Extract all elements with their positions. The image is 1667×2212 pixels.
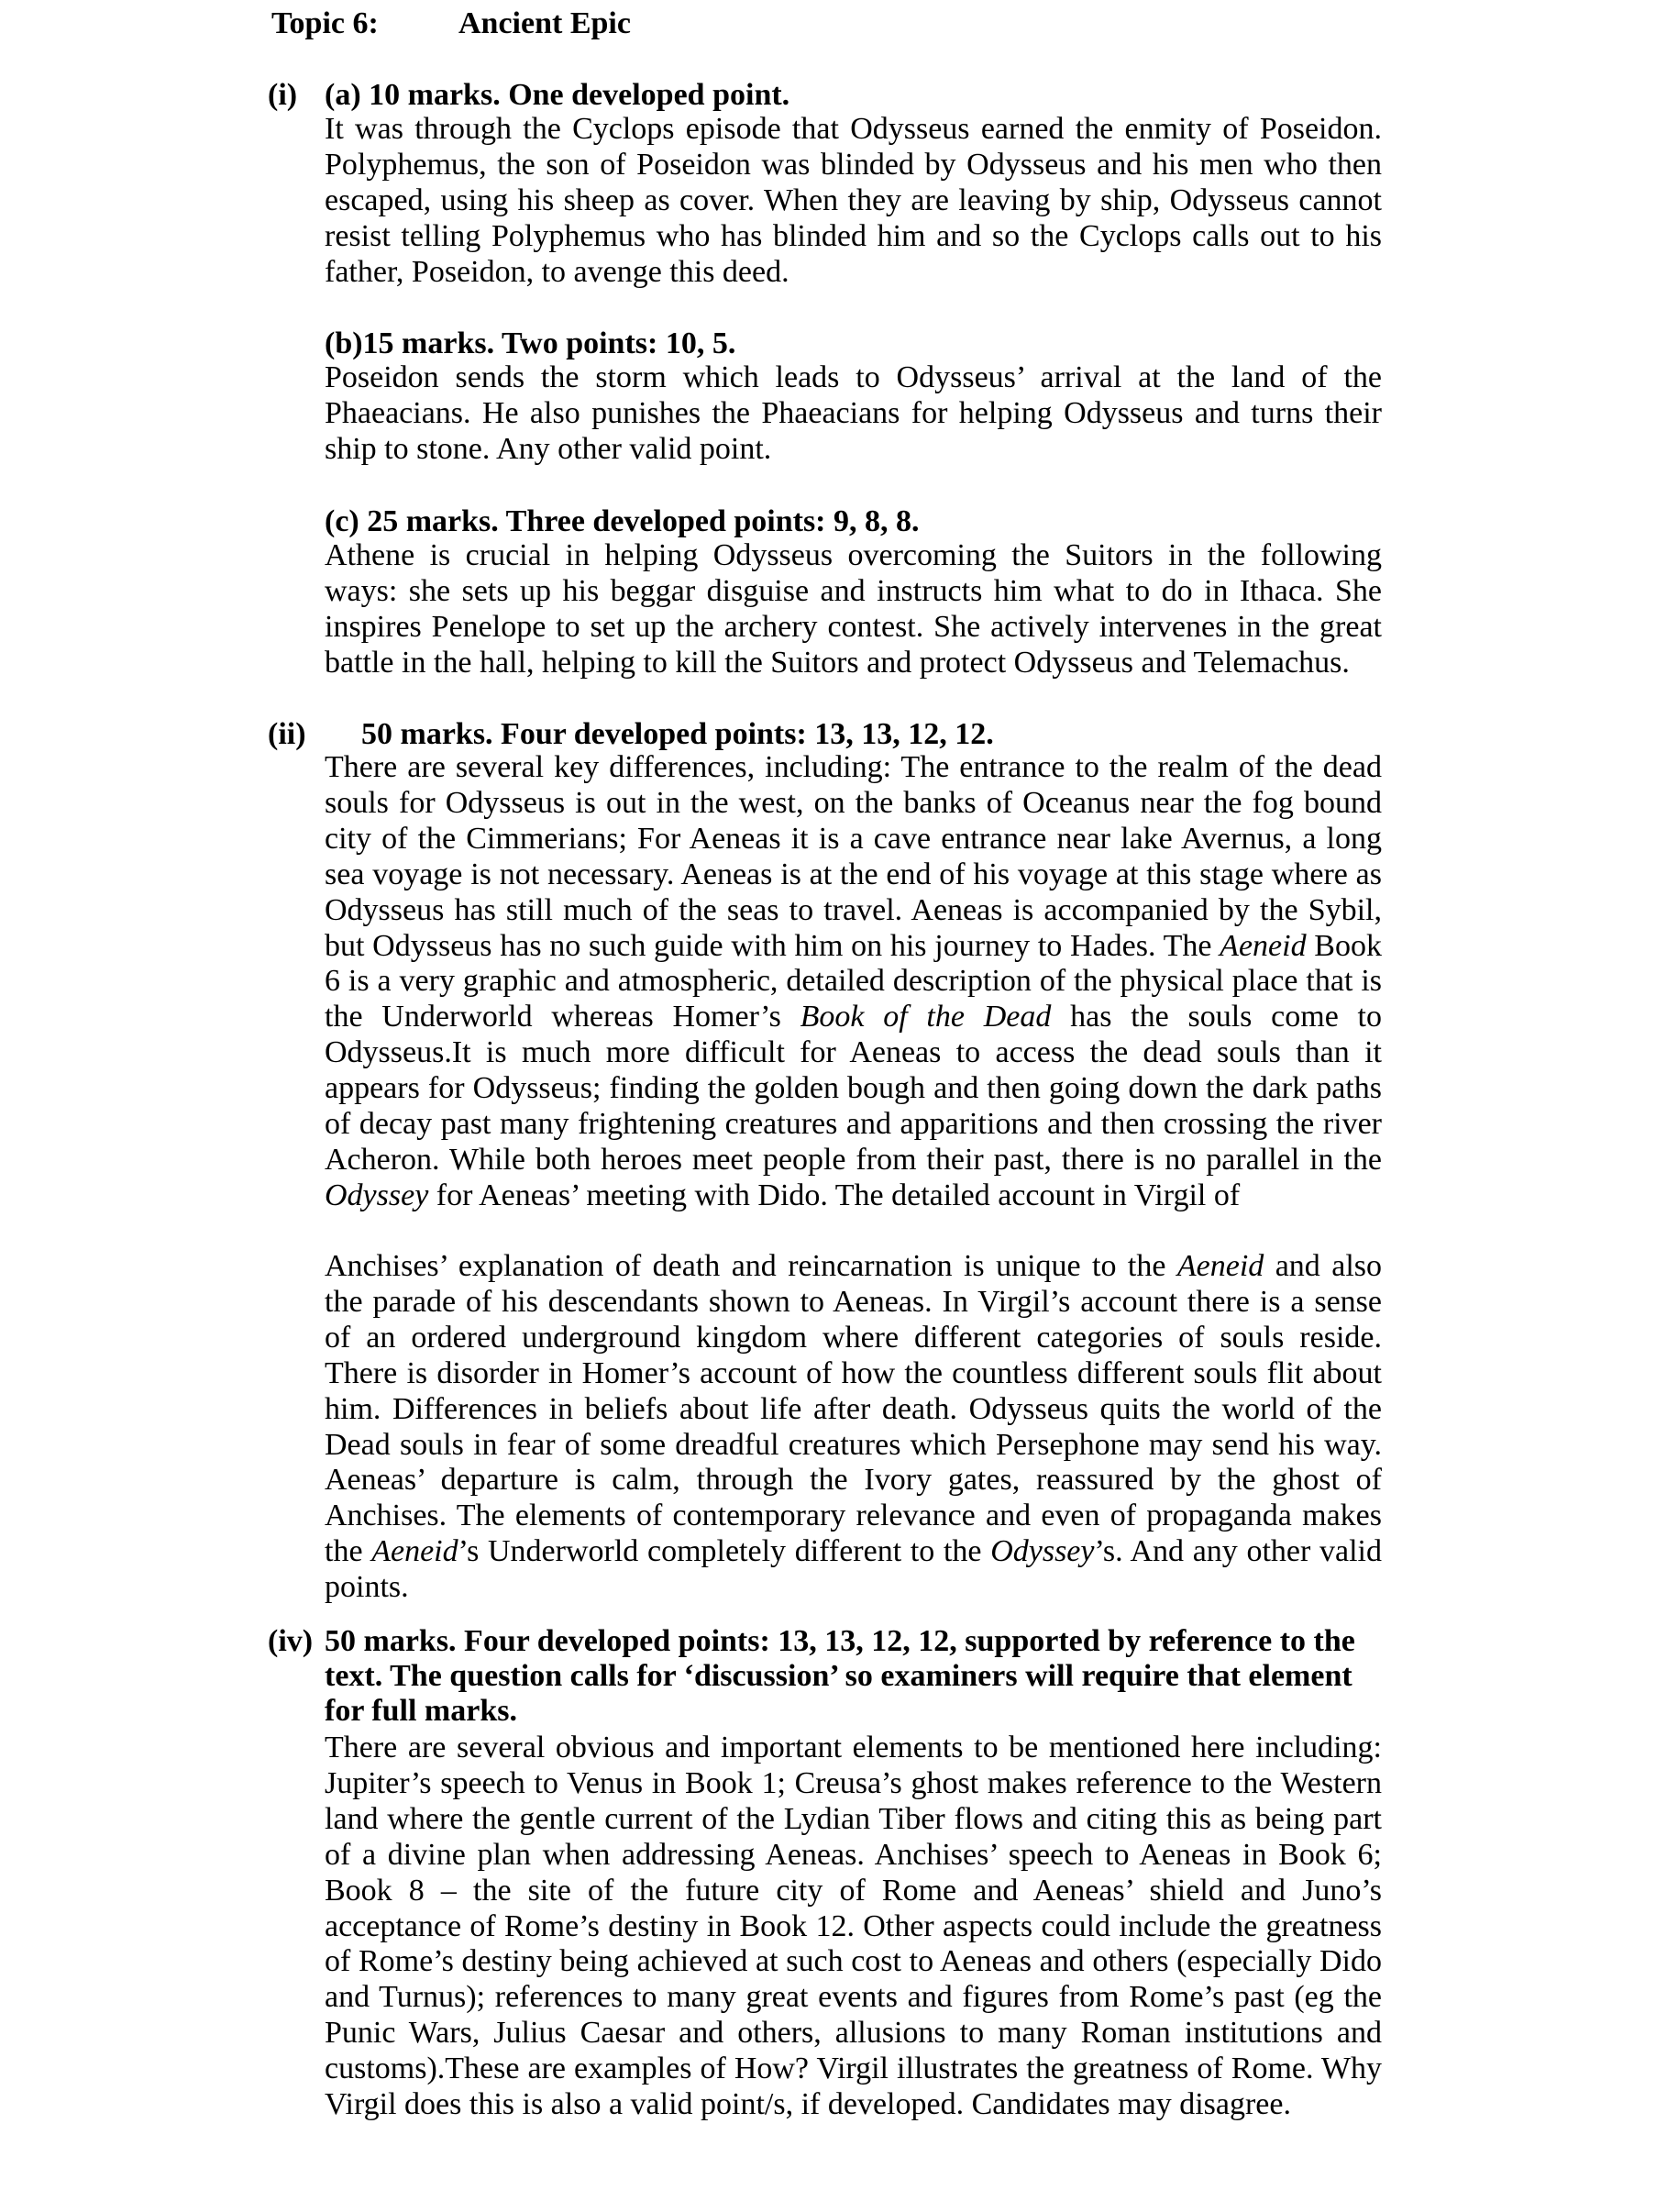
answer-text: Anchises’ explanation of death and reincarnation is unique to the bbox=[325, 1249, 1177, 1283]
answer-text: for Aeneas’ meeting with Dido. The detailed account in Virgil of bbox=[428, 1178, 1241, 1212]
question-i-c-heading: (c) 25 marks. Three developed points: 9, 8, 8. bbox=[325, 504, 920, 538]
question-iv-heading: 50 marks. Four developed points: 13, 13, 12, 12, supported by reference to the text. The question calls for ‘discussion’ so examiners will require that element for full marks. bbox=[325, 1624, 1355, 1728]
question-ii-marker: (ii) bbox=[268, 717, 306, 751]
work-title-odyssey: Odyssey bbox=[325, 1178, 429, 1212]
question-i-b-answer: Poseidon sends the storm which leads to Odysseus’ arrival at the land of the Phaeacians. He also punishes the Phaeacians for helping Odysseus and turns their ship to stone. Any other valid point. bbox=[325, 360, 1382, 466]
answer-text: ’s Underworld completely different to the bbox=[458, 1534, 991, 1569]
question-i-c-answer: Athene is crucial in helping Odysseus overcoming the Suitors in the following ways: she sets up his beggar disguise and instructs him what to do in Ithaca. She inspires Penelope to set up the archery contest. She actively intervenes in the great battle in the hall, helping to kill the Suitors and protect Odysseus and Telemachus. bbox=[325, 538, 1382, 680]
answer-text: There are several key differences, including: The entrance to the realm of the dead souls for Odysseus is out in the west, on the banks of Oceanus near the fog bound city of the Cimmerians; For Aeneas it is a cave entrance near lake Avernus, a long sea voyage is not necessary. Aeneas is at the end of his voyage at this stage where as Odysseus has still much of the seas to travel. Aeneas is accompanied by the Sybil, but Odysseus has no such guide with him on his journey to Hades. The bbox=[325, 750, 1382, 963]
work-title-odyssey: Odyssey bbox=[990, 1534, 1095, 1569]
question-iv-marker: (iv) bbox=[268, 1624, 314, 1658]
answer-text: Book 6 is a very graphic and atmospheric, detailed description of the physical place that is the Underworld whereas Homer’s bbox=[325, 928, 1382, 1034]
question-i-b-heading: (b)15 marks. Two points: 10, 5. bbox=[325, 326, 736, 360]
question-iv-answer: There are several obvious and important elements to be mentioned here including: Jupiter’s speech to Venus in Book 1; Creusa’s ghost makes reference to the Western land where the gentle current of the Lydian Tiber flows and citing this as being part of a divine plan when addressing Aeneas. Anchises’ speech to Aeneas in Book 6; Book 8 – the site of the future city of Rome and Aeneas’ shield and Juno’s acceptance of Rome’s destiny in Book 12. Other aspects could include the greatness of Rome’s destiny being achieved at such cost to Aeneas and others (especially Dido and Turnus); references to many great events and figures from Rome’s past (eg the Punic Wars, Julius Caesar and others, allusions to many Roman institutions and customs).These are examples of How? Virgil illustrates the greatness of Rome. Why Virgil does this is also a valid point/s, if developed. Candidates may disagree. bbox=[325, 1731, 1382, 2122]
answer-text: has the souls come to Odysseus.It is much more difficult for Aeneas to access the dead souls than it appears for Odysseus; finding the golden bough and then going down the dark paths of decay past many frightening creatures and apparitions and then crossing the river Acheron. While both heroes meet people from their past, there is no parallel in the bbox=[325, 1000, 1382, 1177]
answer-text: ’s. And any other valid points. bbox=[325, 1534, 1383, 1605]
work-title-aeneid: Aeneid bbox=[371, 1534, 458, 1569]
question-ii-heading: 50 marks. Four developed points: 13, 13, 12, 12. bbox=[361, 717, 994, 751]
work-title-aeneid: Aeneid bbox=[1176, 1249, 1264, 1283]
answer-text: and also the parade of his descendants shown to Aeneas. In Virgil’s account there is a sense of an ordered underground kingdom where different categories of souls reside. There is disorder in Homer’s account of how the countless different souls flit about him. Differences in beliefs about life after death. Odysseus quits the world of the Dead souls in fear of some dreadful creatures which Persephone may send his way. Aeneas’ departure is calm, through the Ivory gates, reassured by the ghost of Anchises. The elements of contemporary relevance and even of propaganda makes the bbox=[325, 1249, 1383, 1569]
question-i-marker: (i) bbox=[268, 78, 298, 112]
topic-header bbox=[271, 4, 631, 44]
question-ii-answer-part2 bbox=[325, 1249, 1382, 1606]
work-title-aeneid: Aeneid bbox=[1220, 928, 1307, 963]
work-title-book-of-the-dead: Book of the Dead bbox=[800, 1000, 1052, 1034]
question-ii-answer-part1 bbox=[325, 750, 1382, 1214]
question-i-a-heading: (a) 10 marks. One developed point. bbox=[325, 78, 790, 112]
question-i-a-answer: It was through the Cyclops episode that Odysseus earned the enmity of Poseidon. Polyphemus, the son of Poseidon was blinded by Odysseus and his men who then escaped, using his sheep as cover. When they are leaving by ship, Odysseus cannot resist telling Polyphemus who has blinded him and so the Cyclops calls out to his father, Poseidon, to avenge this deed. bbox=[325, 112, 1382, 289]
topic-label: Topic 6: bbox=[271, 6, 379, 40]
topic-title: Ancient Epic bbox=[458, 6, 631, 40]
